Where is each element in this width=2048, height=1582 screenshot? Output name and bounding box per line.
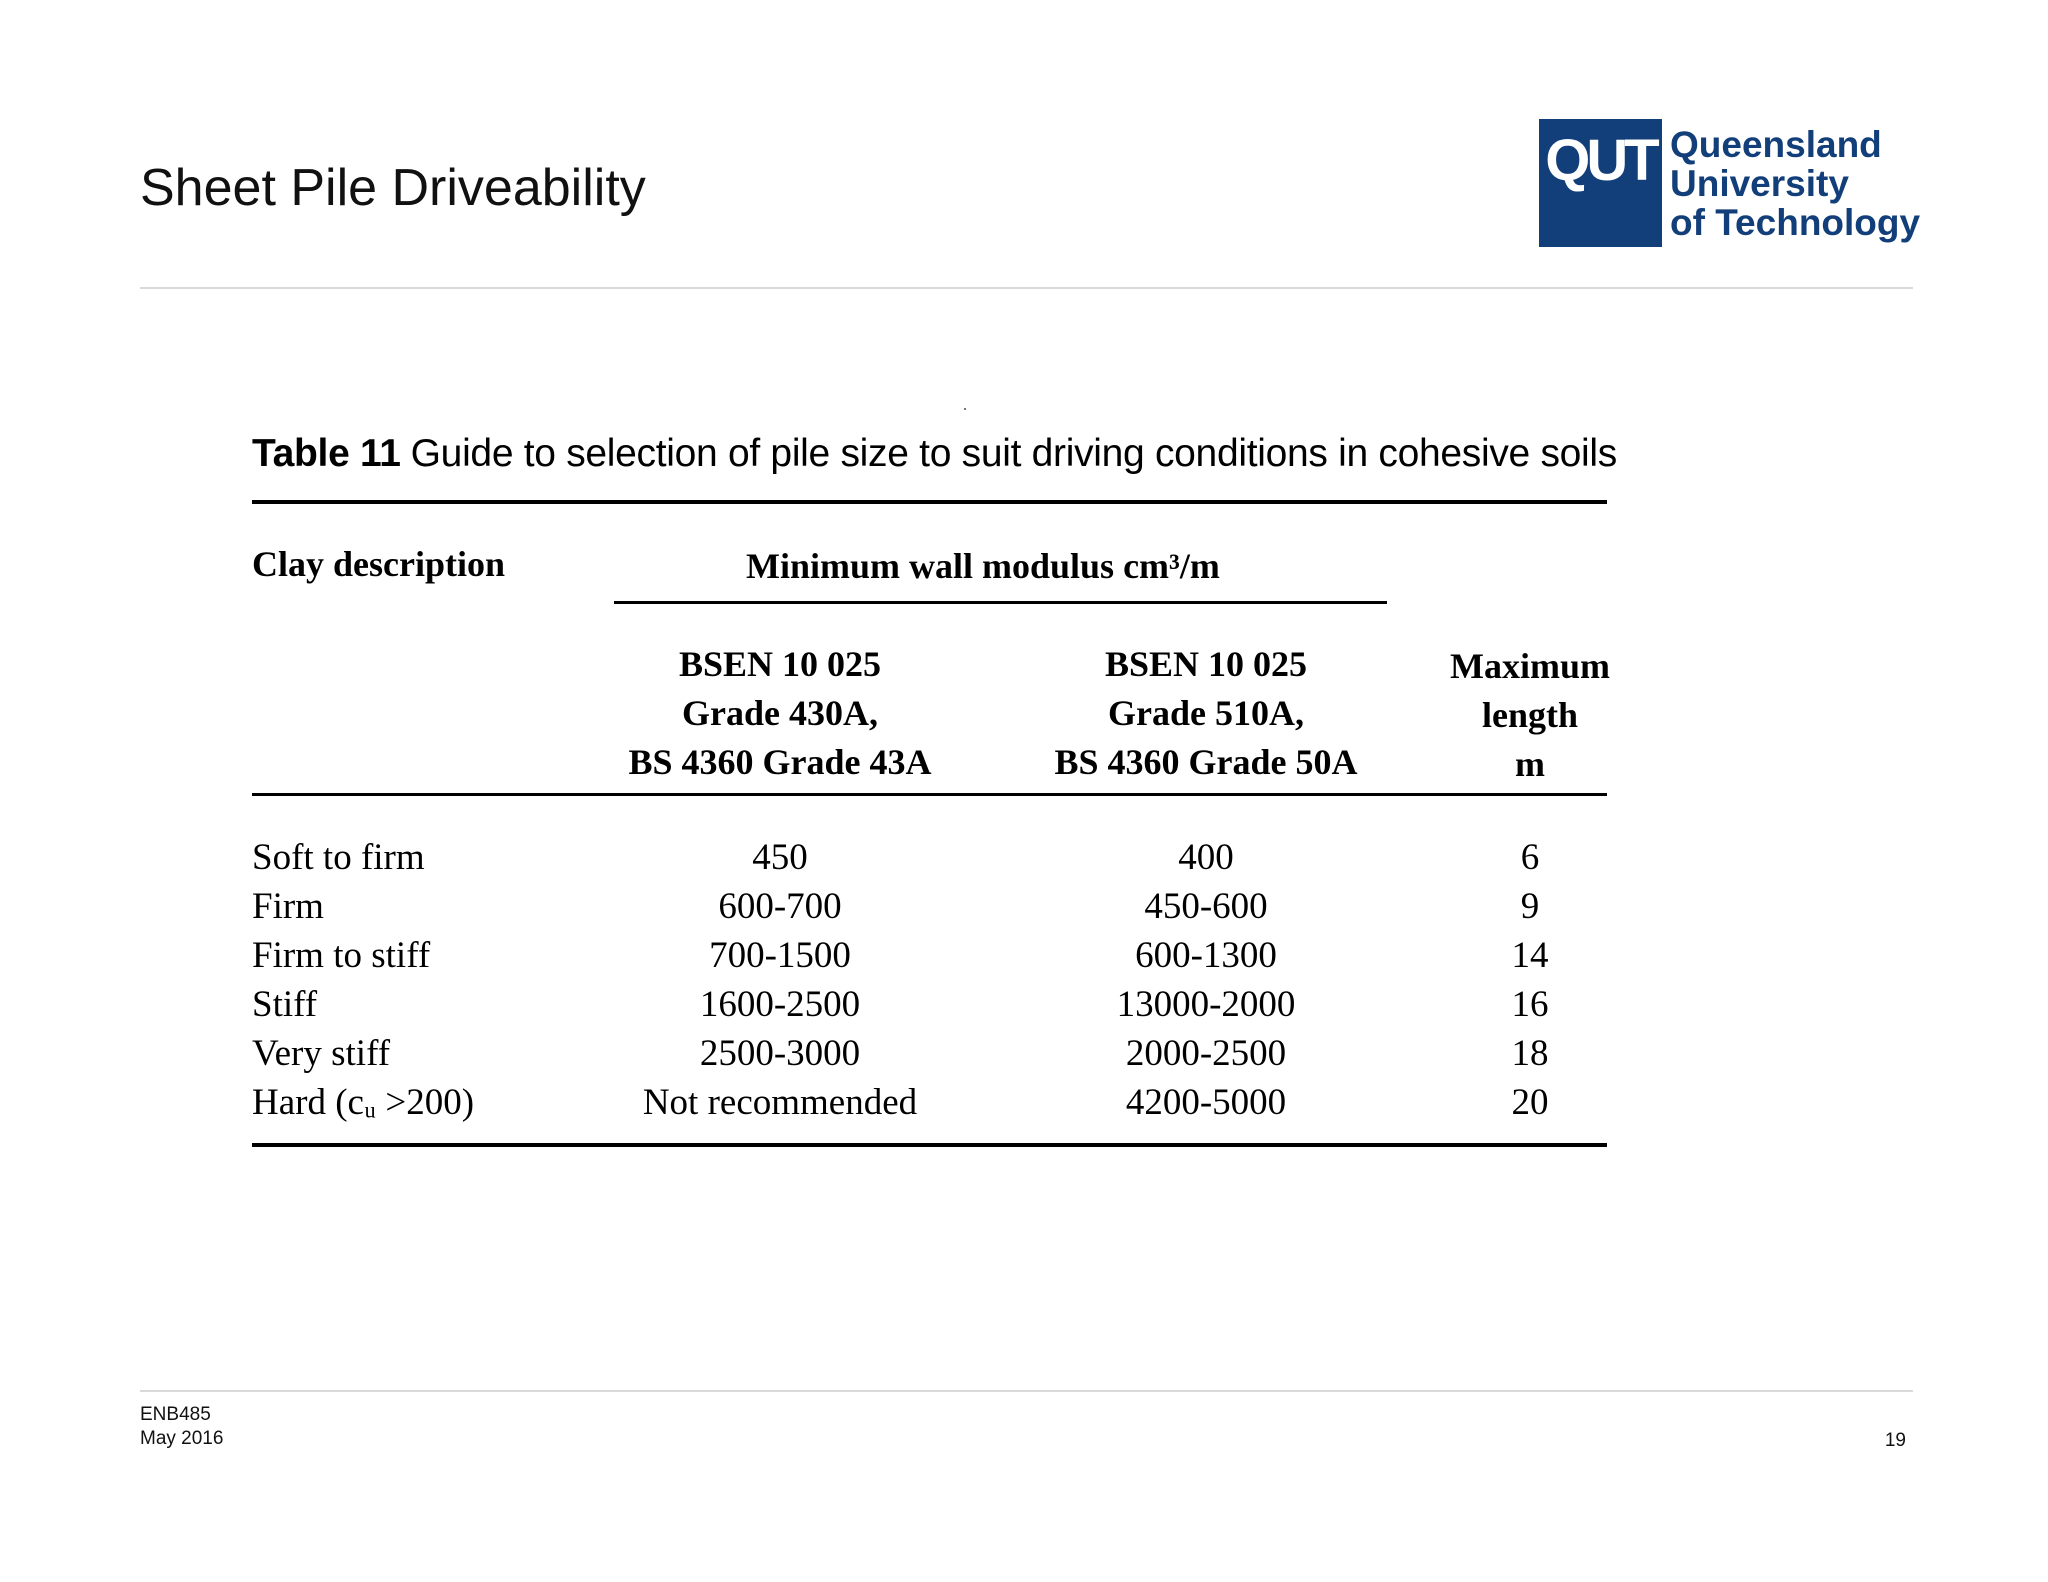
col-header-grade-510a: [1026, 640, 1386, 787]
cell-grade-510a: 2000-2500: [1125, 1033, 1287, 1074]
table-row: [0, 1078, 2048, 1127]
cell-max-length: 20: [1511, 1082, 1549, 1123]
cell-max-length: 18: [1511, 1033, 1549, 1074]
cell-grade-510a: 4200-5000: [1125, 1082, 1287, 1123]
table-caption-text: Guide to selection of pile size to suit driving conditions in cohesive soils: [410, 432, 1617, 475]
cell-max-length: 16: [1511, 984, 1549, 1025]
cell-max-length: 6: [1520, 837, 1540, 878]
table-row: [0, 833, 2048, 882]
cell-clay-description: Firm: [252, 886, 324, 927]
cell-max-length: 14: [1511, 935, 1549, 976]
cell-grade-430a: Not recommended: [642, 1082, 918, 1123]
footer-meta: [140, 1403, 223, 1451]
cell-grade-510a: 600-1300: [1135, 935, 1277, 976]
header-divider: [140, 287, 1913, 289]
cell-grade-510a: 400: [1178, 837, 1234, 878]
qut-logo-mark: QUT: [1539, 119, 1662, 247]
cell-clay-description: Stiff: [252, 984, 318, 1025]
table-header-rule: [252, 793, 1607, 796]
table-row: [0, 931, 2048, 980]
cell-grade-430a: 2500-3000: [699, 1033, 861, 1074]
col3-header-line-1: Maximum: [1450, 646, 1610, 686]
col-header-clay-description: Clay description: [252, 544, 506, 584]
group-header-rule: [614, 601, 1387, 604]
qut-logo-text: [1670, 125, 1920, 242]
footer-divider: [140, 1390, 1913, 1392]
footer-date: May 2016: [140, 1428, 224, 1449]
cell-max-length: 9: [1520, 886, 1540, 927]
cell-grade-430a: 450: [752, 837, 808, 878]
footer-course-code: ENB485: [140, 1404, 211, 1425]
cell-clay-description: Soft to firm: [252, 837, 425, 878]
cell-clay-description: Hard (cᵤ >200): [252, 1082, 475, 1123]
table-row: [0, 882, 2048, 931]
col3-header-line-3: m: [1515, 744, 1545, 784]
logo-line-2: University: [1670, 163, 1849, 204]
logo-line-1: Queensland: [1670, 124, 1882, 165]
col-header-grade-430a: [600, 640, 960, 787]
cell-clay-description: Very stiff: [252, 1033, 391, 1074]
col1-header-line-2: Grade 430A,: [682, 693, 878, 733]
table-top-rule: [252, 500, 1607, 504]
table-caption: [252, 432, 1617, 476]
logo-line-3: of Technology: [1670, 202, 1921, 243]
page-number: 19: [1884, 1430, 1906, 1451]
stray-dot: [964, 408, 966, 410]
cell-grade-510a: 13000-2000: [1116, 984, 1296, 1025]
cell-grade-430a: 700-1500: [709, 935, 851, 976]
table-row: [0, 1029, 2048, 1078]
cell-grade-510a: 450-600: [1144, 886, 1268, 927]
table-caption-label: Table 11: [252, 432, 401, 475]
cell-grade-430a: 600-700: [718, 886, 842, 927]
col2-header-line-2: Grade 510A,: [1108, 693, 1304, 733]
group-header-min-wall-modulus: Minimum wall modulus cm³/m: [746, 546, 1220, 586]
col2-header-line-1: BSEN 10 025: [1104, 644, 1308, 684]
table-body: [0, 833, 2048, 1127]
cell-clay-description: Firm to stiff: [252, 935, 431, 976]
cell-grade-430a: 1600-2500: [699, 984, 861, 1025]
qut-logo: [1539, 119, 1920, 247]
col1-header-line-1: BSEN 10 025: [678, 644, 882, 684]
table-bottom-rule: [252, 1143, 1607, 1147]
col-header-max-length: [1420, 642, 1640, 789]
col1-header-line-3: BS 4360 Grade 43A: [628, 742, 932, 782]
slide-title: Sheet Pile Driveability: [140, 159, 646, 217]
col3-header-line-2: length: [1481, 695, 1578, 735]
col2-header-line-3: BS 4360 Grade 50A: [1054, 742, 1358, 782]
table-row: [0, 980, 2048, 1029]
